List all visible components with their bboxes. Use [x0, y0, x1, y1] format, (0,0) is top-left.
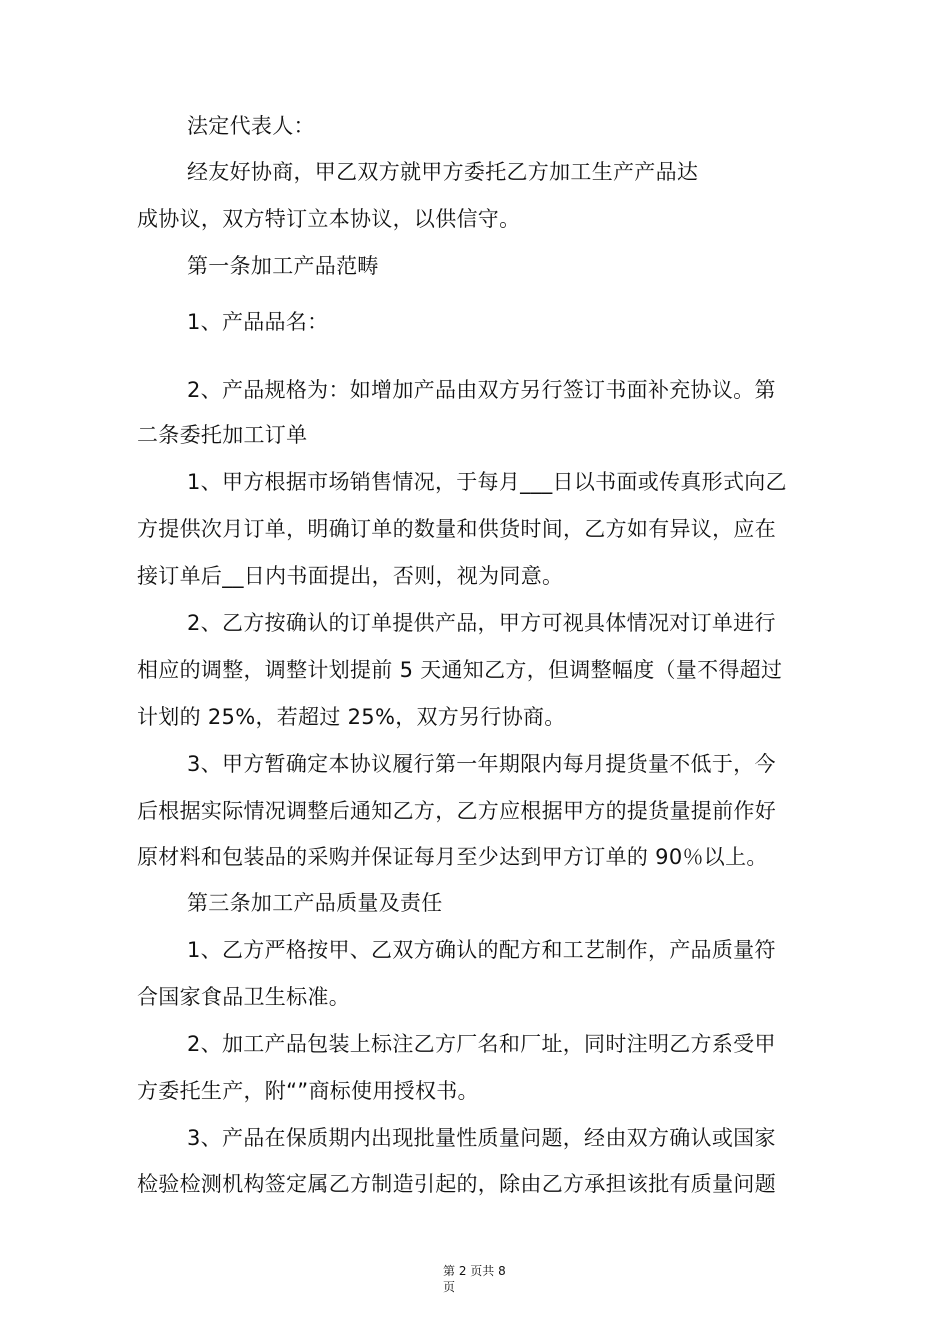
paragraph-line: 经友好协商，甲乙双方就甲方委托乙方加工生产产品达	[187, 160, 699, 184]
paragraph-line: 1、产品品名：	[187, 310, 329, 334]
paragraph-line: 检验检测机构签定属乙方制造引起的，除由乙方承担该批有质量问题	[137, 1172, 776, 1196]
paragraph-line: 3、产品在保质期内出现批量性质量问题，经由双方确认或国家	[187, 1126, 776, 1150]
paragraph-line: 2、加工产品包装上标注乙方厂名和厂址，同时注明乙方系受甲	[187, 1032, 776, 1056]
paragraph-line: 法定代表人：	[187, 114, 315, 138]
paragraph-line: 3、甲方暂确定本协议履行第一年期限内每月提货量不低于，今	[187, 752, 776, 776]
page-number: 第 2 页共 8	[443, 1264, 506, 1278]
paragraph-line: 成协议，双方特订立本协议，以供信守。	[137, 207, 521, 231]
paragraph-line: 后根据实际情况调整后通知乙方，乙方应根据甲方的提货量提前作好	[137, 799, 776, 823]
paragraph-line: 1、甲方根据市场销售情况，于每月___日以书面或传真形式向乙	[187, 470, 787, 494]
paragraph-line: 合国家食品卫生标准。	[137, 985, 350, 1009]
paragraph-line: 方委托生产，附“”商标使用授权书。	[137, 1079, 479, 1103]
paragraph-line: 相应的调整，调整计划提前 5 天通知乙方，但调整幅度（量不得超过	[137, 658, 783, 682]
paragraph-line: 接订单后__日内书面提出，否则，视为同意。	[137, 564, 564, 588]
section-heading: 第一条加工产品范畴	[187, 254, 379, 278]
section-heading: 第三条加工产品质量及责任	[187, 891, 443, 915]
paragraph-line: 2、产品规格为：如增加产品由双方另行签订书面补充协议。第	[187, 378, 776, 402]
paragraph-line: 1、乙方严格按甲、乙双方确认的配方和工艺制作，产品质量符	[187, 938, 776, 962]
section-heading: 二条委托加工订单	[137, 423, 308, 447]
paragraph-line: 计划的 25%，若超过 25%，双方另行协商。	[137, 705, 566, 729]
paragraph-line: 方提供次月订单，明确订单的数量和供货时间，乙方如有异议，应在	[137, 517, 776, 541]
page-number-suffix: 页	[443, 1280, 456, 1294]
paragraph-line: 原材料和包装品的采购并保证每月至少达到甲方订单的 90％以上。	[137, 845, 768, 869]
paragraph-line: 2、乙方按确认的订单提供产品，甲方可视具体情况对订单进行	[187, 611, 776, 635]
